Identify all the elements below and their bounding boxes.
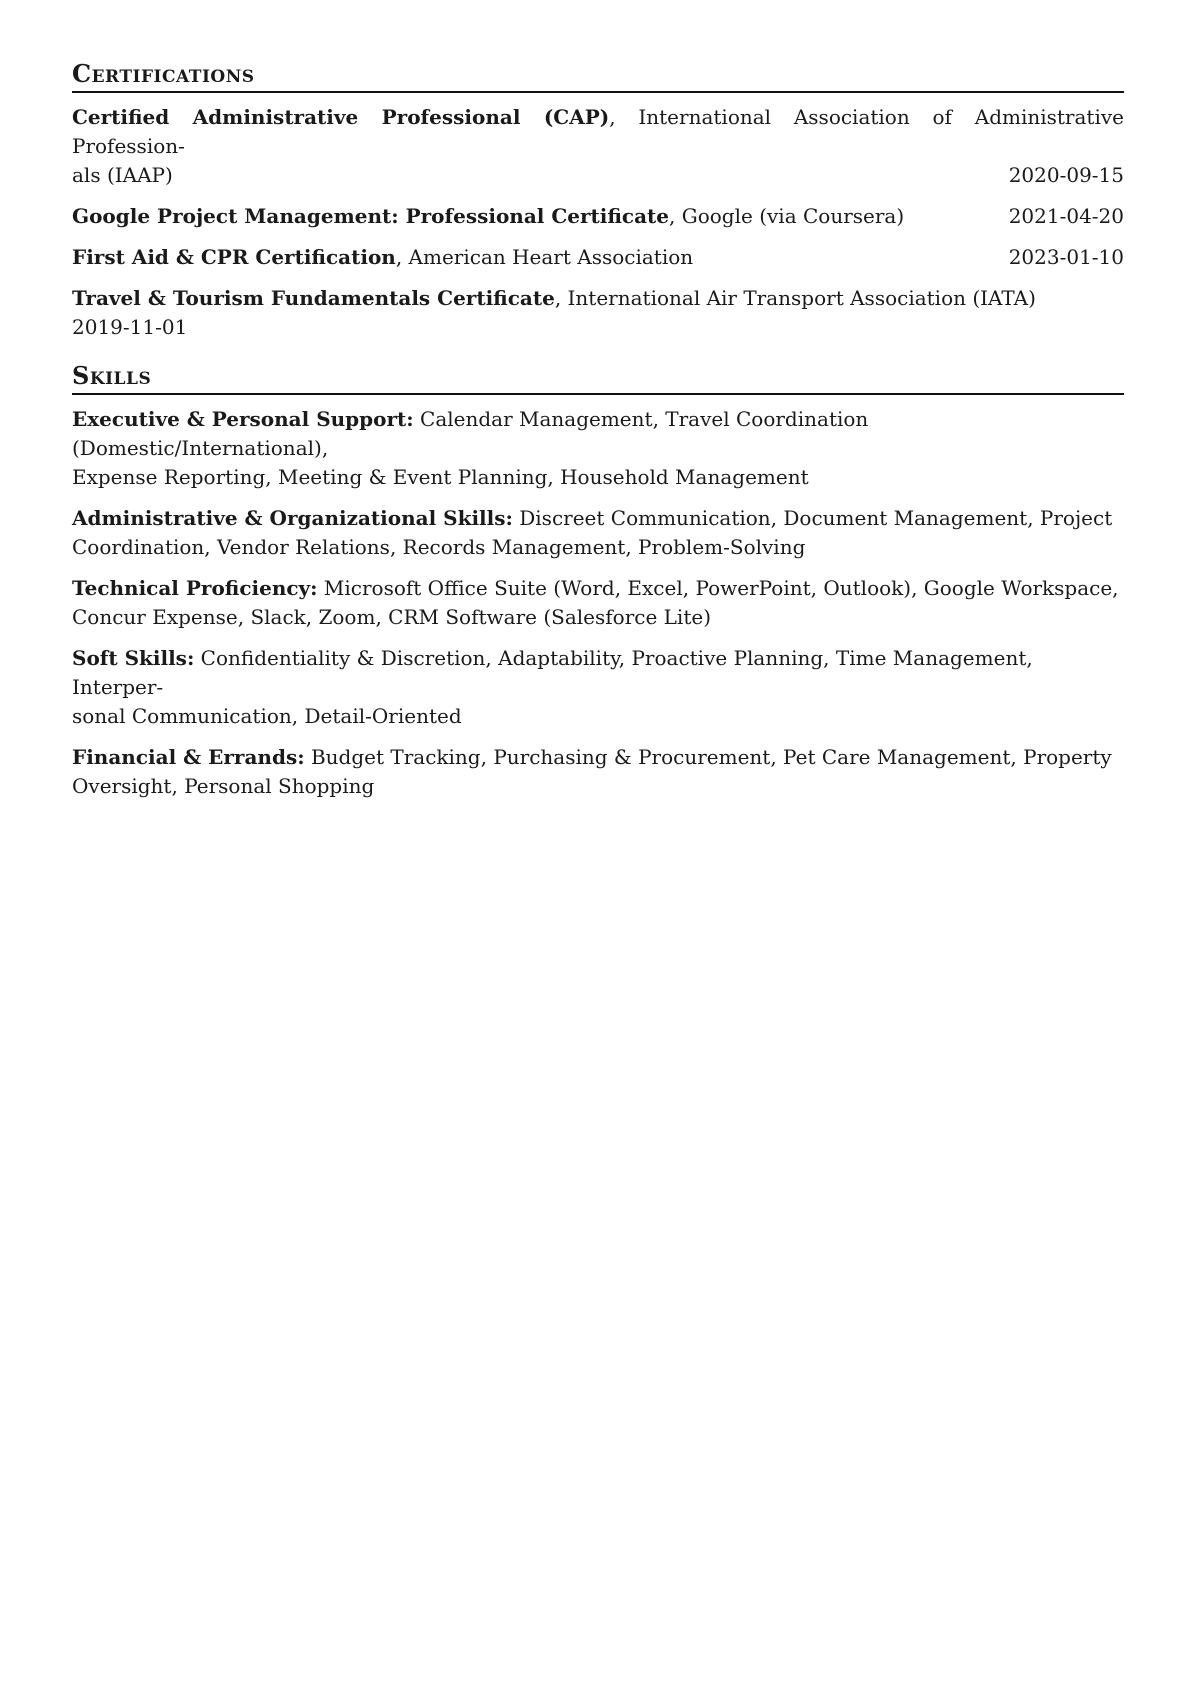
certification-issuer-continued: als (IAAP) [72,162,173,187]
skill-line [72,743,1124,772]
resume-page [72,60,1124,813]
skill-values-continued: Concur Expense, Slack, Zoom, CRM Software (Salesforce Lite) [72,604,712,629]
certification-issuer: , International Association of Administrative Profession- [72,104,1124,158]
skill-values-continued: Oversight, Personal Shopping [72,773,375,798]
skill-group [72,743,1124,801]
certification-item [72,103,1124,190]
skill-line [72,574,1124,603]
certification-issuer: , International Air Transport Association (IATA) [554,285,1036,310]
skills-list [72,405,1124,801]
skill-values-continued: sonal Communication, Detail-Oriented [72,703,462,728]
certification-issuer: , Google (via Coursera) [669,203,905,228]
skill-line [72,405,1124,463]
certification-name: Certified Administrative Professional (CAP) [72,104,610,129]
skill-values: Confidentiality & Discretion, Adaptability, Proactive Planning, Time Management, Interper- [72,645,1033,699]
certification-date: 2020-09-15 [1008,162,1124,187]
skill-group [72,574,1124,632]
certification-line [72,243,693,272]
certification-item [72,243,1124,272]
certifications-heading: Certifications [72,60,1124,93]
skills-section [72,362,1124,801]
skill-line [72,644,1124,702]
certification-name: First Aid & CPR Certification [72,244,396,269]
certification-date: 2019-11-01 [72,314,188,339]
certification-line [72,103,1124,161]
certification-name: Travel & Tourism Fundamentals Certificate [72,285,555,310]
skill-values: Budget Tracking, Purchasing & Procurement, Pet Care Management, Property [304,744,1112,769]
skills-heading: Skills [72,362,1124,395]
skill-values: Calendar Management, Travel Coordination (Domestic/International), [72,406,869,460]
skill-category: Soft Skills: [72,645,195,670]
certifications-list [72,103,1124,342]
certification-row [72,202,1124,231]
skill-category: Technical Proficiency: [72,575,318,600]
certification-date: 2021-04-20 [1008,203,1124,228]
skill-category: Executive & Personal Support: [72,406,414,431]
skill-group [72,644,1124,731]
skill-values-continued: Coordination, Vendor Relations, Records Management, Problem-Solving [72,534,806,559]
skill-values: Discreet Communication, Document Management, Project [512,505,1113,530]
certification-issuer: , American Heart Association [395,244,694,269]
skill-category: Financial & Errands: [72,744,305,769]
certification-date: 2023-01-10 [1008,244,1124,269]
skill-group [72,405,1124,492]
certification-row [72,161,1124,190]
certification-name: Google Project Management: Professional Certificate [72,203,670,228]
certification-item [72,202,1124,231]
certification-line [72,202,904,231]
skill-values: Microsoft Office Suite (Word, Excel, PowerPoint, Outlook), Google Workspace, [317,575,1119,600]
skill-line [72,504,1124,533]
certification-row [72,243,1124,272]
certifications-section [72,60,1124,342]
skill-category: Administrative & Organizational Skills: [72,505,513,530]
skill-values-continued: Expense Reporting, Meeting & Event Planning, Household Management [72,464,809,489]
certification-line [72,284,1124,313]
skill-group [72,504,1124,562]
certification-item [72,284,1124,342]
